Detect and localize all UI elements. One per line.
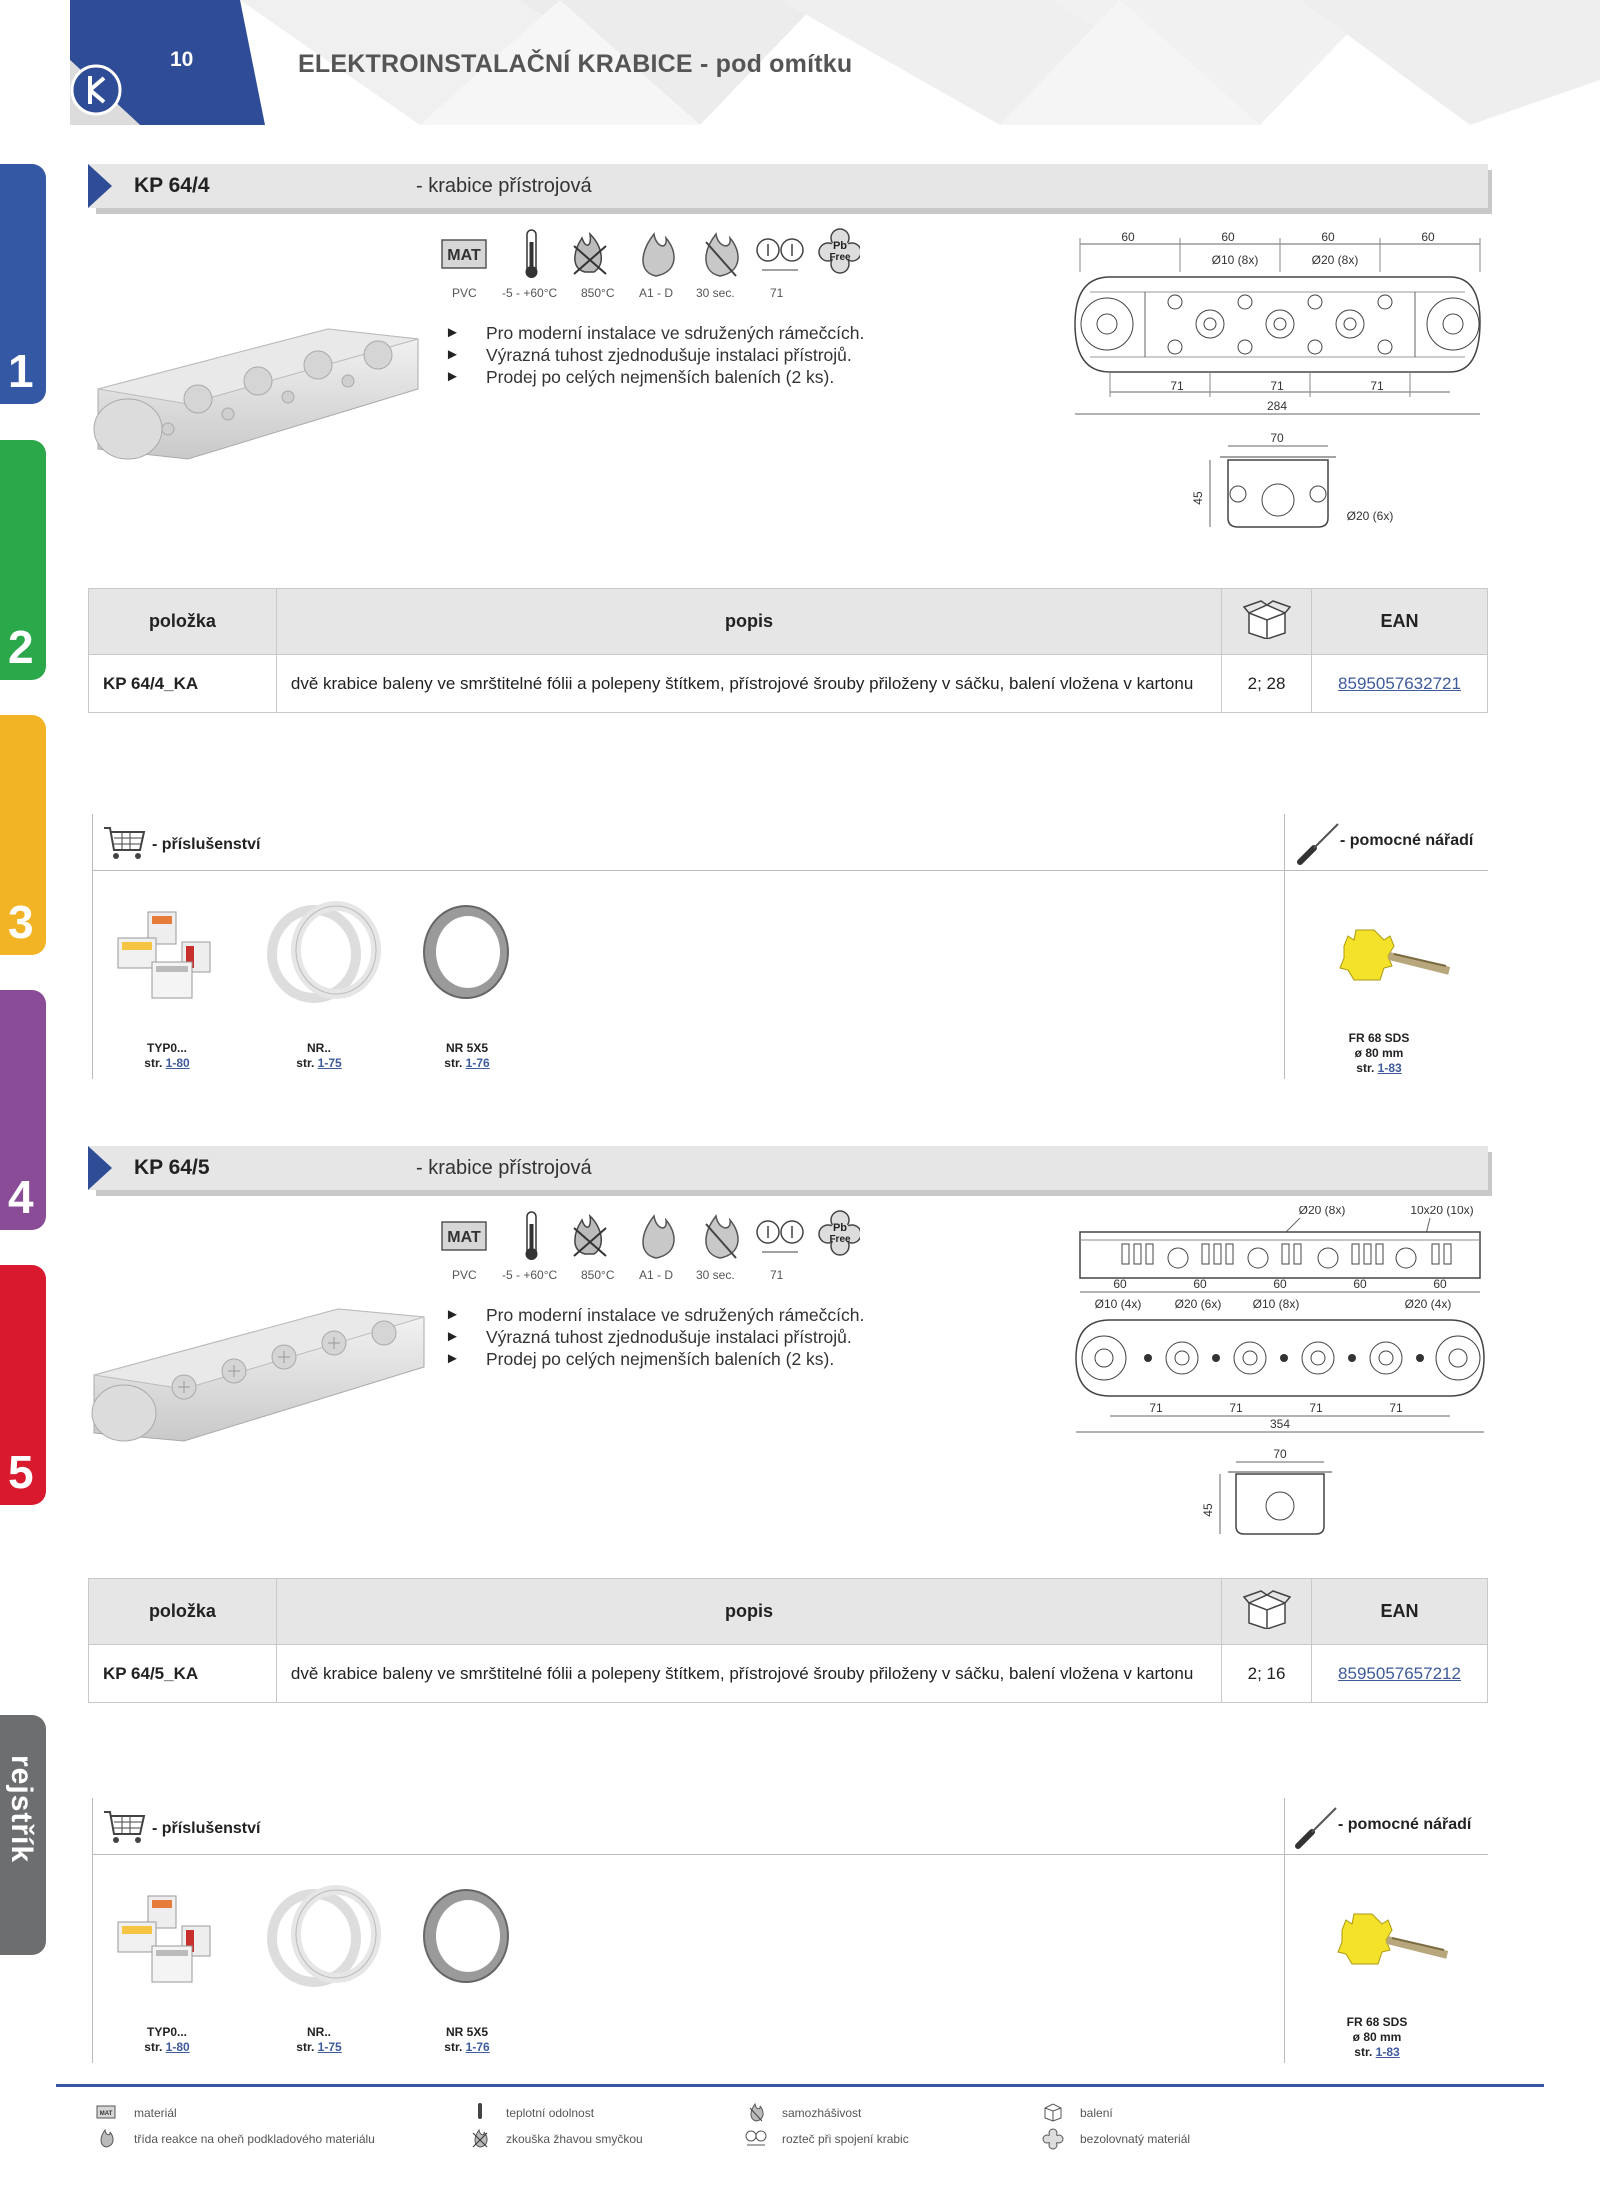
connector-accessory-image[interactable]: [112, 1888, 242, 1998]
feature-item: ► Výrazná tuhost zjednodušuje instalaci přístrojů.: [445, 344, 864, 366]
svg-text:MAT: MAT: [447, 1229, 481, 1246]
product-name: KP 64/4: [134, 174, 210, 197]
item-description: dvě krabice baleny ve smrštitelné fólii a polepeny štítkem, přístrojové šrouby přiloženy v sáčku, balení vložena v kartonu: [276, 1645, 1221, 1703]
svg-text:Ø20 (6x): Ø20 (6x): [1346, 509, 1394, 523]
accessories-panel: [88, 814, 1488, 1079]
svg-text:Ø10 (8x): Ø10 (8x): [1211, 253, 1259, 267]
svg-text:71: 71: [1229, 1401, 1243, 1415]
self-extinguishing-icon: [706, 234, 738, 276]
feature-item: ► Pro moderní instalace ve sdružených rámečcích.: [445, 322, 864, 344]
legend-label: rozteč při spojení krabic: [782, 2132, 909, 2146]
section-tab-5[interactable]: [0, 1265, 46, 1505]
self-extinguishing-icon: [706, 1216, 738, 1258]
page-number: 10: [170, 48, 194, 71]
section-tab-label: 2: [8, 621, 34, 673]
svg-text:354: 354: [1269, 1417, 1291, 1431]
property-label: A1 - D: [639, 286, 674, 300]
table-header-description: popis: [276, 1579, 1221, 1645]
frame-ring-accessory-image[interactable]: [264, 1882, 384, 1992]
property-label: 71: [770, 286, 784, 300]
product-title-bar: [88, 164, 1488, 208]
screwdriver-icon: [1292, 1802, 1342, 1850]
legend-label: samozhášivost: [782, 2106, 862, 2120]
lead-free-icon: [1042, 2128, 1064, 2150]
table-header-packaging: [1222, 1579, 1312, 1645]
property-label: PVC: [452, 286, 477, 300]
box-spacing-icon: [757, 239, 803, 270]
svg-text:Ø20 (8x): Ø20 (8x): [1298, 1206, 1346, 1217]
fire-reaction-icon: [96, 2128, 116, 2148]
svg-text:Ø20 (4x): Ø20 (4x): [1404, 1297, 1452, 1311]
svg-text:70: 70: [1270, 431, 1284, 445]
svg-text:60: 60: [1353, 1277, 1367, 1291]
ean-link[interactable]: 8595057657212: [1338, 1663, 1461, 1683]
svg-text:60: 60: [1421, 232, 1435, 244]
lead-free-icon: [819, 229, 860, 273]
table-header-description: popis: [276, 589, 1221, 655]
table-header-ean: EAN: [1312, 589, 1488, 655]
property-label: 850°C: [581, 1268, 615, 1282]
svg-text:Pb: Pb: [832, 240, 848, 252]
accessory-item: NR.. str. 1-75: [296, 2025, 342, 2054]
thermometer-icon: [526, 230, 538, 278]
material-icon: [96, 2104, 116, 2120]
svg-text:Ø20 (6x): Ø20 (6x): [1174, 1297, 1222, 1311]
extension-ring-accessory-image[interactable]: [416, 898, 516, 1008]
hole-saw-tool-image[interactable]: [1312, 1894, 1462, 1994]
legend-label: bezolovnatý materiál: [1080, 2132, 1191, 2146]
property-label: 30 sec.: [696, 286, 735, 300]
svg-text:MAT: MAT: [99, 2111, 113, 2117]
shopping-cart-icon: [102, 824, 146, 860]
svg-text:Ø10 (4x): Ø10 (4x): [1094, 1297, 1142, 1311]
section-tab-1[interactable]: [0, 164, 46, 404]
tool-item: FR 68 SDS ø 80 mm str. 1-83: [1346, 2015, 1408, 2059]
accessory-item: NR.. str. 1-75: [296, 1041, 342, 1070]
property-label: A1 - D: [639, 1268, 674, 1282]
property-label: -5 - +60°C: [502, 286, 558, 300]
svg-text:45: 45: [1191, 491, 1205, 505]
svg-text:71: 71: [1270, 379, 1284, 393]
product-name: KP 64/5: [134, 1156, 210, 1179]
svg-text:71: 71: [1170, 379, 1184, 393]
page-title: ELEKTROINSTALAČNÍ KRABICE - pod omítku: [298, 50, 853, 78]
technical-drawing: [1070, 232, 1490, 592]
svg-text:60: 60: [1321, 232, 1335, 244]
item-code: KP 64/4_KA: [89, 655, 277, 713]
section-tab-3[interactable]: [0, 715, 46, 955]
index-tab[interactable]: [0, 1715, 46, 1955]
glow-wire-icon: [574, 234, 606, 274]
accessory-item: NR 5X5 str. 1-76: [444, 2025, 490, 2054]
extension-ring-accessory-image[interactable]: [416, 1882, 516, 1992]
section-tab-label: 3: [8, 896, 34, 948]
feature-list: [445, 322, 864, 388]
property-label: PVC: [452, 1268, 477, 1282]
accessories-panel: [88, 1798, 1488, 2063]
shopping-cart-icon: [102, 1808, 146, 1844]
svg-text:Free: Free: [829, 252, 851, 263]
property-label: 30 sec.: [696, 1268, 735, 1282]
lead-free-icon: [819, 1211, 860, 1255]
svg-text:60: 60: [1273, 1277, 1287, 1291]
accessory-item: NR 5X5 str. 1-76: [444, 1041, 490, 1070]
material-icon: [442, 1222, 486, 1250]
product-subtitle: - krabice přístrojová: [416, 1157, 592, 1179]
material-icon: [442, 240, 486, 268]
svg-text:Pb: Pb: [832, 1222, 848, 1234]
accessories-title: - příslušenství: [152, 836, 261, 853]
feature-item: ► Prodej po celých nejmenších baleních (2 ks).: [445, 1348, 864, 1370]
svg-text:71: 71: [1309, 1401, 1323, 1415]
accessory-item: TYP0... str. 1-80: [144, 1041, 190, 1070]
self-extinguishing-icon: [746, 2102, 766, 2122]
package-box-icon: [1042, 2102, 1064, 2122]
svg-text:71: 71: [1389, 1401, 1403, 1415]
property-label: 850°C: [581, 286, 615, 300]
accessory-page-link[interactable]: 1-80: [165, 1056, 190, 1070]
svg-text:71: 71: [1370, 379, 1384, 393]
svg-text:60: 60: [1221, 232, 1235, 244]
fire-reaction-icon: [643, 234, 674, 276]
connector-accessory-image[interactable]: [112, 904, 242, 1014]
legend-label: zkouška žhavou smyčkou: [506, 2132, 643, 2146]
property-label: -5 - +60°C: [502, 1268, 558, 1282]
product-subtitle: - krabice přístrojová: [416, 175, 592, 197]
section-tab-label: 4: [8, 1171, 34, 1223]
legend-label: třída reakce na oheň podkladového materiálu: [134, 2132, 375, 2146]
footer-divider: [56, 2084, 1544, 2087]
tools-title: - pomocné nářadí: [1338, 1816, 1472, 1833]
item-description: dvě krabice baleny ve smrštitelné fólii a polepeny štítkem, přístrojové šrouby přiloženy v sáčku, balení vložena v kartonu: [276, 655, 1221, 713]
title-arrow-icon: [88, 1146, 112, 1190]
section-tab-2[interactable]: [0, 440, 46, 680]
accessory-page-link[interactable]: 1-80: [165, 2040, 190, 2054]
table-row: [89, 655, 1488, 713]
svg-text:Ø20 (8x): Ø20 (8x): [1311, 253, 1359, 267]
thermometer-icon: [526, 1212, 538, 1260]
title-arrow-icon: [88, 164, 112, 208]
property-label: 71: [770, 1268, 784, 1282]
accessory-page-link[interactable]: 1-75: [317, 1056, 342, 1070]
tool-page-link[interactable]: 1-83: [1375, 2045, 1400, 2059]
ean-link[interactable]: 8595057632721: [1338, 673, 1461, 693]
section-tab-label: 5: [8, 1446, 34, 1498]
svg-text:Free: Free: [829, 1234, 851, 1245]
package-box-icon: [1243, 1589, 1291, 1629]
table-header-packaging: [1222, 589, 1312, 655]
screwdriver-icon: [1294, 818, 1344, 866]
technical-drawing: [1070, 1206, 1500, 1606]
legend-label: balení: [1080, 2106, 1113, 2120]
product-title-bar: [88, 1146, 1488, 1190]
item-packaging: 2; 16: [1222, 1645, 1312, 1703]
svg-text:60: 60: [1193, 1277, 1207, 1291]
package-box-icon: [1243, 599, 1291, 639]
product-table-kp-64-5: [88, 1578, 1488, 1703]
glow-wire-icon: [470, 2128, 490, 2148]
accessory-item: TYP0... str. 1-80: [144, 2025, 190, 2054]
accessory-page-link[interactable]: 1-75: [317, 2040, 342, 2054]
frame-ring-accessory-image[interactable]: [264, 898, 384, 1008]
svg-text:10x20 (10x): 10x20 (10x): [1410, 1206, 1474, 1217]
item-code: KP 64/5_KA: [89, 1645, 277, 1703]
property-icons: [440, 228, 860, 284]
tool-page-link[interactable]: 1-83: [1377, 1061, 1402, 1075]
section-tab-label: 1: [8, 345, 34, 397]
svg-text:60: 60: [1113, 1277, 1127, 1291]
box-spacing-icon: [744, 2128, 768, 2148]
tool-item: FR 68 SDS ø 80 mm str. 1-83: [1348, 1031, 1410, 1075]
fire-reaction-icon: [643, 1216, 674, 1258]
product-table-kp-64-4: [88, 588, 1488, 713]
accessory-page-link[interactable]: 1-76: [465, 2040, 490, 2054]
item-packaging: 2; 28: [1222, 655, 1312, 713]
feature-item: ► Prodej po celých nejmenších baleních (2 ks).: [445, 366, 864, 388]
legend-label: teplotní odolnost: [506, 2106, 595, 2120]
table-header-item: položka: [89, 589, 277, 655]
thermometer-icon: [474, 2102, 486, 2122]
icon-legend: [0, 2100, 1600, 2160]
box-spacing-icon: [757, 1221, 803, 1252]
table-header-ean: EAN: [1312, 1579, 1488, 1645]
table-row: [89, 1645, 1488, 1703]
svg-text:60: 60: [1121, 232, 1135, 244]
property-icons: [440, 1210, 860, 1266]
hole-saw-tool-image[interactable]: [1314, 910, 1464, 1010]
product-photo: [88, 319, 428, 479]
glow-wire-icon: [574, 1216, 606, 1256]
svg-text:60: 60: [1433, 1277, 1447, 1291]
svg-text:45: 45: [1201, 1503, 1215, 1517]
accessories-title: - příslušenství: [152, 1820, 261, 1837]
feature-item: ► Výrazná tuhost zjednodušuje instalaci přístrojů.: [445, 1326, 864, 1348]
product-photo: [88, 1301, 428, 1461]
svg-text:70: 70: [1273, 1447, 1287, 1461]
legend-label: materiál: [134, 2106, 177, 2120]
feature-list: [445, 1304, 864, 1370]
svg-text:Ø10 (8x): Ø10 (8x): [1252, 1297, 1300, 1311]
accessory-page-link[interactable]: 1-76: [465, 1056, 490, 1070]
svg-text:MAT: MAT: [447, 247, 481, 264]
page-header: [0, 0, 1600, 125]
svg-text:71: 71: [1149, 1401, 1163, 1415]
tools-title: - pomocné nářadí: [1340, 832, 1474, 849]
feature-item: ► Pro moderní instalace ve sdružených rámečcích.: [445, 1304, 864, 1326]
svg-text:284: 284: [1266, 399, 1288, 413]
section-tab-4[interactable]: [0, 990, 46, 1230]
index-tab-label: rejstřík: [5, 1755, 38, 1864]
table-header-item: položka: [89, 1579, 277, 1645]
